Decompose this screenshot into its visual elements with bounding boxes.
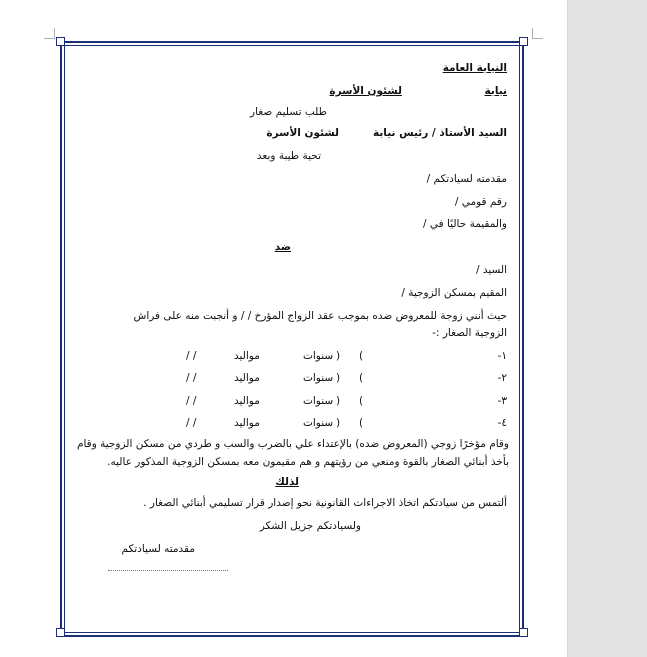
child-number: -٢ [497, 372, 507, 384]
child-number: -٤ [497, 417, 507, 429]
age-close: ) [336, 350, 341, 362]
therefore-heading: لذلك [275, 476, 299, 488]
years-label: سنوات [303, 372, 334, 384]
birth-date: / / [186, 372, 197, 384]
born-label: مواليد [234, 417, 260, 429]
border-corner-top-left [56, 37, 65, 46]
birth-date: / / [186, 417, 197, 429]
paragraph-1-line-1: حيث أنني زوجة للمعروض ضده بموجب عقد الزواج المؤرخ / / و أنجبت منه على فراش [133, 310, 507, 322]
age-open: ( [359, 350, 364, 362]
presented-by: مقدمته لسيادتكم / [426, 173, 507, 185]
side-panel [568, 0, 647, 657]
crop-mark-top-right [532, 28, 543, 39]
age-close: ) [336, 417, 341, 429]
request-title: طلب تسليم صغار [250, 106, 327, 118]
years-label: سنوات [303, 417, 334, 429]
child-number: -٣ [497, 395, 507, 407]
signature-label: مقدمته لسيادتكم [121, 543, 195, 555]
border-corner-top-right [519, 37, 528, 46]
border-corner-bottom-right [519, 628, 528, 637]
national-id: رقم قومي / [454, 196, 507, 208]
header-public-prosecution: النيابة العامة [442, 62, 507, 74]
age-open: ( [359, 417, 364, 429]
paragraph-2-line-2: بأخذ أبنائي الصغار بالقوة ومنعي من رؤيتهم و هم مقيمون معه بمسكن الزوجية المذكور عاليه. [107, 456, 509, 468]
residing-at: والمقيمة حاليًا في / [422, 218, 507, 230]
age-close: ) [336, 395, 341, 407]
border-corner-bottom-left [56, 628, 65, 637]
child-number: -١ [497, 350, 507, 362]
greeting: تحية طيبة وبعد [256, 150, 321, 162]
born-label: مواليد [234, 350, 260, 362]
against-heading: ضد [274, 241, 291, 253]
age-open: ( [359, 395, 364, 407]
years-label: سنوات [303, 395, 334, 407]
born-label: مواليد [234, 372, 260, 384]
age-open: ( [359, 372, 364, 384]
addressee-suffix: لشئون الأسرة [266, 127, 339, 139]
niyaba-label: نيابة [484, 85, 507, 97]
paragraph-1-line-2: الزوجية الصغار :- [432, 327, 507, 339]
crop-mark-top-left [44, 28, 55, 39]
birth-date: / / [186, 395, 197, 407]
thanks-line: ولسيادتكم جزيل الشكر [259, 520, 361, 532]
request-line: ألتمس من سيادتكم اتخاذ الاجراءات القانونية نحو إصدار قرار تسليمي أبنائي الصغار . [143, 497, 507, 509]
mister-label: السيد / [475, 264, 507, 276]
born-label: مواليد [234, 395, 260, 407]
addressee: السيد الأستاذ / رئيس نيابة [373, 127, 507, 139]
paragraph-2-line-1: وقام مؤخرًا زوجي (المعروض ضده) بالإعتداء علي بالضرب والسب و طردي من مسكن الزوجية وقام [76, 438, 509, 450]
age-close: ) [336, 372, 341, 384]
years-label: سنوات [303, 350, 334, 362]
family-affairs-label: لشئون الأسرة [329, 85, 402, 97]
resident-marital-home: المقيم بمسكن الزوجية / [401, 287, 507, 299]
birth-date: / / [186, 350, 197, 362]
signature-dotted-line [108, 569, 228, 571]
